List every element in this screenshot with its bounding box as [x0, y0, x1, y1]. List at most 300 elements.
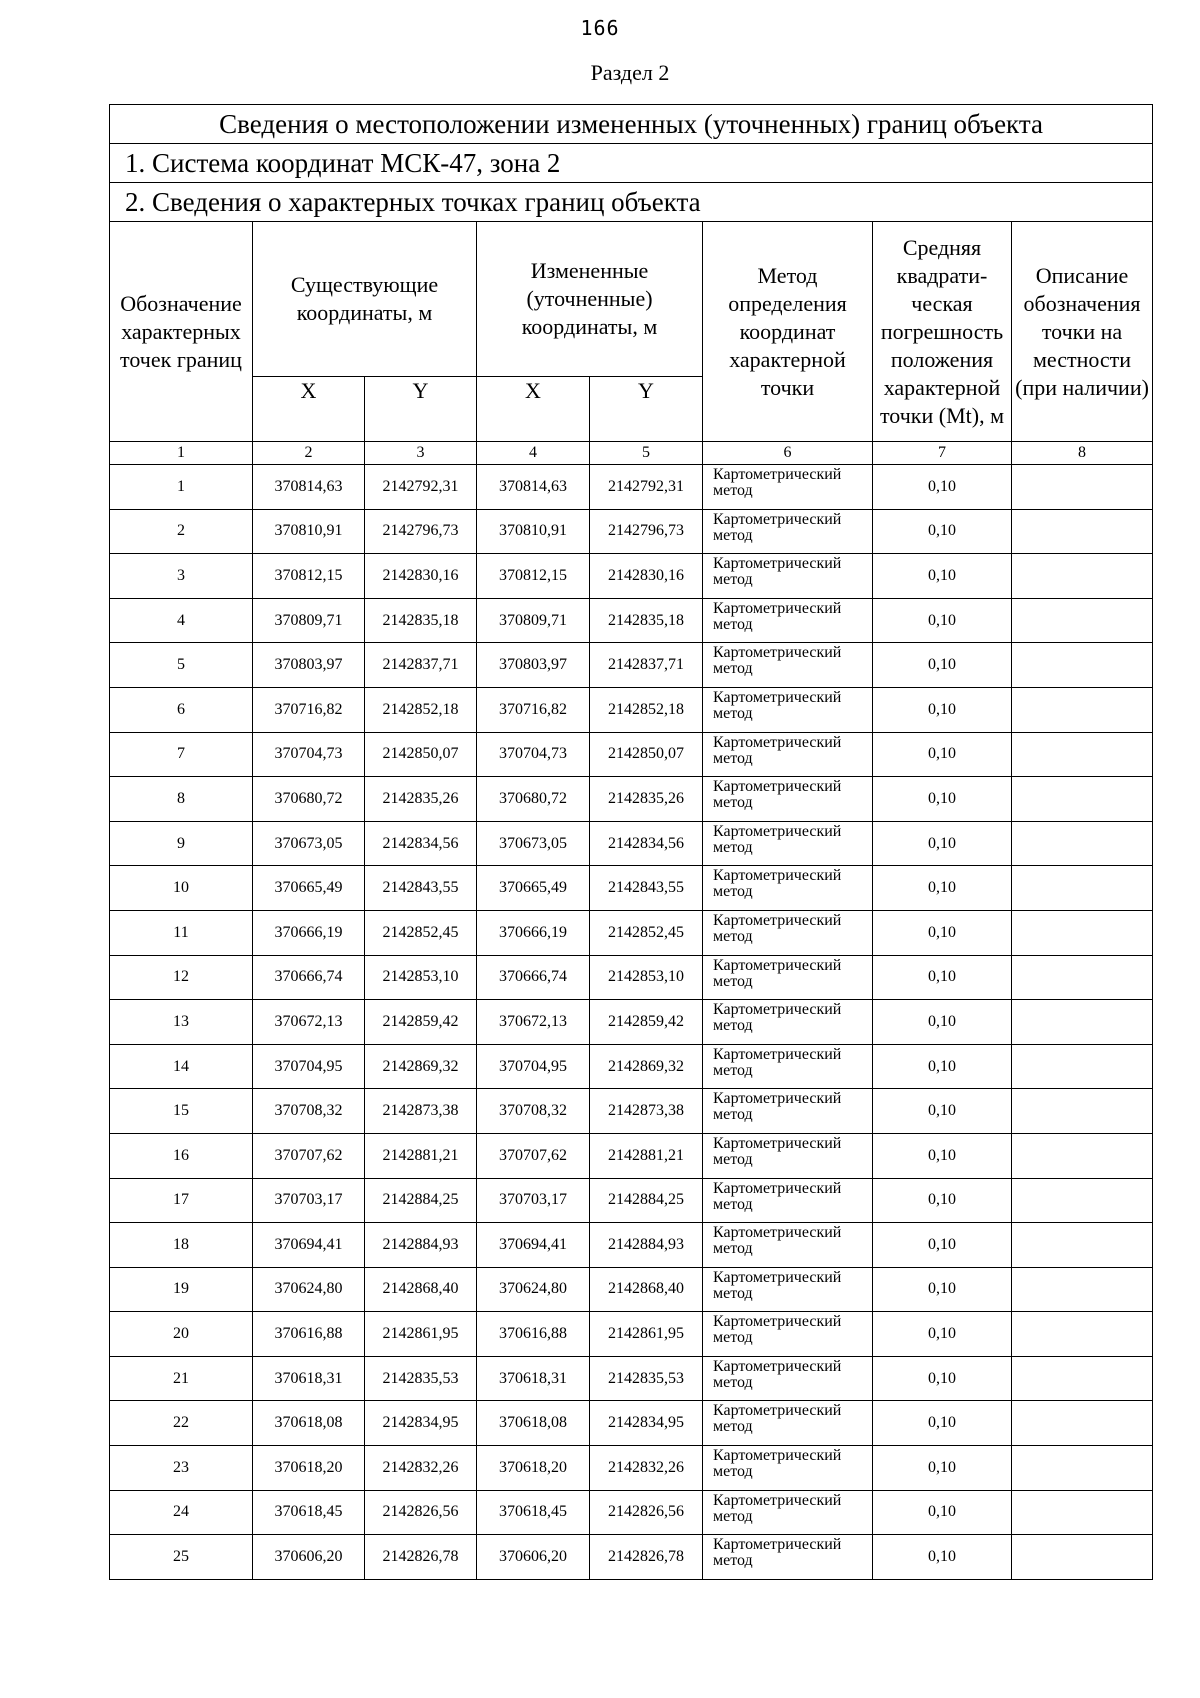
table-row — [110, 821, 1153, 866]
column-number: 8 — [1012, 442, 1153, 465]
point-description — [1012, 1133, 1153, 1178]
error-mt: 0,10 — [873, 687, 1012, 732]
existing-x: 370812,15 — [253, 554, 365, 599]
changed-y: 2142832,26 — [590, 1446, 703, 1491]
existing-x: 370803,97 — [253, 643, 365, 688]
method — [703, 1446, 873, 1491]
method-line-1: Картометрический — [713, 1536, 842, 1554]
point-number: 3 — [110, 554, 253, 599]
header-existing-coords: Существующие координаты, м — [253, 222, 477, 377]
header-designation: Обозначение характерных точек границ — [110, 222, 253, 442]
existing-y: 2142835,53 — [365, 1356, 477, 1401]
changed-x: 370703,17 — [477, 1178, 590, 1223]
table-row — [110, 1133, 1153, 1178]
existing-y: 2142843,55 — [365, 866, 477, 911]
point-description — [1012, 777, 1153, 822]
point-description — [1012, 1044, 1153, 1089]
changed-x: 370704,95 — [477, 1044, 590, 1089]
boundary-points-table — [109, 104, 1153, 1580]
existing-y: 2142852,45 — [365, 910, 477, 955]
method — [703, 955, 873, 1000]
error-mt: 0,10 — [873, 821, 1012, 866]
existing-y: 2142834,56 — [365, 821, 477, 866]
coordinate-system: 1. Система координат МСК-47, зона 2 — [110, 144, 1153, 183]
error-mt: 0,10 — [873, 1267, 1012, 1312]
error-mt: 0,10 — [873, 465, 1012, 510]
error-mt: 0,10 — [873, 1312, 1012, 1357]
method-line-1: Картометрический — [713, 1179, 842, 1197]
changed-x: 370673,05 — [477, 821, 590, 866]
method-line-1: Картометрический — [713, 1090, 842, 1108]
method — [703, 643, 873, 688]
method — [703, 732, 873, 777]
error-mt: 0,10 — [873, 1490, 1012, 1535]
changed-y: 2142852,45 — [590, 910, 703, 955]
method-line-2: метод — [713, 1373, 753, 1391]
method-line-1: Картометрический — [713, 822, 842, 840]
point-number: 22 — [110, 1401, 253, 1446]
point-number: 7 — [110, 732, 253, 777]
method — [703, 1133, 873, 1178]
column-number: 4 — [477, 442, 590, 465]
point-description — [1012, 465, 1153, 510]
changed-x: 370616,88 — [477, 1312, 590, 1357]
changed-x: 370665,49 — [477, 866, 590, 911]
existing-y: 2142835,18 — [365, 598, 477, 643]
point-description — [1012, 1356, 1153, 1401]
method-line-2: метод — [713, 704, 753, 722]
points-section-title: 2. Сведения о характерных точках границ объекта — [110, 183, 1153, 222]
error-mt: 0,10 — [873, 509, 1012, 554]
point-number: 12 — [110, 955, 253, 1000]
existing-y: 2142852,18 — [365, 687, 477, 732]
method-line-1: Картометрический — [713, 1313, 842, 1331]
header-changed-y: Y — [590, 377, 703, 442]
changed-y: 2142868,40 — [590, 1267, 703, 1312]
method-line-2: метод — [713, 482, 753, 499]
point-number: 23 — [110, 1446, 253, 1491]
existing-y: 2142861,95 — [365, 1312, 477, 1357]
changed-y: 2142835,26 — [590, 777, 703, 822]
point-description — [1012, 1401, 1153, 1446]
method — [703, 598, 873, 643]
method-line-1: Картометрический — [713, 644, 842, 662]
changed-y: 2142869,32 — [590, 1044, 703, 1089]
existing-y: 2142826,78 — [365, 1535, 477, 1580]
error-mt: 0,10 — [873, 1089, 1012, 1134]
method-line-1: Картометрический — [713, 555, 842, 573]
method — [703, 1223, 873, 1268]
changed-x: 370618,45 — [477, 1490, 590, 1535]
error-mt: 0,10 — [873, 910, 1012, 955]
changed-y: 2142881,21 — [590, 1133, 703, 1178]
method-line-1: Картометрический — [713, 510, 842, 528]
point-number: 8 — [110, 777, 253, 822]
changed-x: 370624,80 — [477, 1267, 590, 1312]
method-line-2: метод — [713, 1106, 753, 1124]
header-description: Описание обозначения точки на местности (при наличии) — [1012, 222, 1153, 442]
existing-x: 370694,41 — [253, 1223, 365, 1268]
method-line-1: Картометрический — [713, 1402, 842, 1420]
existing-x: 370618,08 — [253, 1401, 365, 1446]
existing-y: 2142830,16 — [365, 554, 477, 599]
point-description — [1012, 1178, 1153, 1223]
table-row — [110, 643, 1153, 688]
method — [703, 1000, 873, 1045]
method-line-2: метод — [713, 1552, 753, 1570]
point-description — [1012, 643, 1153, 688]
point-description — [1012, 509, 1153, 554]
method — [703, 1178, 873, 1223]
existing-x: 370666,19 — [253, 910, 365, 955]
method-line-2: метод — [713, 1195, 753, 1213]
existing-y: 2142868,40 — [365, 1267, 477, 1312]
changed-y: 2142792,31 — [590, 465, 703, 510]
method — [703, 777, 873, 822]
existing-y: 2142859,42 — [365, 1000, 477, 1045]
changed-x: 370680,72 — [477, 777, 590, 822]
point-description — [1012, 1000, 1153, 1045]
section-title: Раздел 2 — [590, 60, 670, 85]
existing-x: 370672,13 — [253, 1000, 365, 1045]
table-title: Сведения о местоположении измененных (уточненных) границ объекта — [110, 105, 1153, 144]
existing-x: 370673,05 — [253, 821, 365, 866]
changed-x: 370666,74 — [477, 955, 590, 1000]
error-mt: 0,10 — [873, 643, 1012, 688]
existing-y: 2142834,95 — [365, 1401, 477, 1446]
changed-y: 2142861,95 — [590, 1312, 703, 1357]
method — [703, 1356, 873, 1401]
changed-x: 370812,15 — [477, 554, 590, 599]
method — [703, 1044, 873, 1089]
table-row — [110, 1044, 1153, 1089]
point-description — [1012, 821, 1153, 866]
existing-y: 2142792,31 — [365, 465, 477, 510]
changed-y: 2142884,93 — [590, 1223, 703, 1268]
point-number: 2 — [110, 509, 253, 554]
header-error: Средняя квадрати-ческая погрешность положения характерной точки (Mt), м — [873, 222, 1012, 442]
changed-y: 2142834,95 — [590, 1401, 703, 1446]
method-line-2: метод — [713, 660, 753, 678]
table-row — [110, 1356, 1153, 1401]
existing-x: 370809,71 — [253, 598, 365, 643]
method-line-1: Картометрический — [713, 1045, 842, 1063]
method-line-2: метод — [713, 1507, 753, 1525]
existing-y: 2142884,93 — [365, 1223, 477, 1268]
method-line-1: Картометрический — [713, 688, 842, 706]
changed-y: 2142826,56 — [590, 1490, 703, 1535]
error-mt: 0,10 — [873, 1223, 1012, 1268]
existing-y: 2142853,10 — [365, 955, 477, 1000]
error-mt: 0,10 — [873, 1401, 1012, 1446]
method-line-1: Картометрический — [713, 1001, 842, 1019]
point-description — [1012, 866, 1153, 911]
method-line-2: метод — [713, 927, 753, 945]
method-line-1: Картометрический — [713, 466, 842, 483]
table-row — [110, 1089, 1153, 1134]
error-mt: 0,10 — [873, 554, 1012, 599]
changed-y: 2142830,16 — [590, 554, 703, 599]
changed-x: 370708,32 — [477, 1089, 590, 1134]
column-number: 5 — [590, 442, 703, 465]
changed-x: 370803,97 — [477, 643, 590, 688]
changed-x: 370694,41 — [477, 1223, 590, 1268]
changed-y: 2142834,56 — [590, 821, 703, 866]
error-mt: 0,10 — [873, 777, 1012, 822]
table-row — [110, 465, 1153, 510]
method-line-2: метод — [713, 1329, 753, 1347]
point-number: 14 — [110, 1044, 253, 1089]
existing-x: 370618,45 — [253, 1490, 365, 1535]
method — [703, 1401, 873, 1446]
existing-x: 370707,62 — [253, 1133, 365, 1178]
existing-x: 370680,72 — [253, 777, 365, 822]
point-description — [1012, 1446, 1153, 1491]
method-line-2: метод — [713, 1463, 753, 1481]
method-line-1: Картометрический — [713, 1224, 842, 1242]
method-line-2: метод — [713, 1240, 753, 1258]
method — [703, 687, 873, 732]
table-row — [110, 1000, 1153, 1045]
existing-x: 370606,20 — [253, 1535, 365, 1580]
method — [703, 509, 873, 554]
method-line-2: метод — [713, 1017, 753, 1035]
error-mt: 0,10 — [873, 866, 1012, 911]
existing-x: 370616,88 — [253, 1312, 365, 1357]
existing-y: 2142884,25 — [365, 1178, 477, 1223]
header-changed-x: X — [477, 377, 590, 442]
changed-x: 370707,62 — [477, 1133, 590, 1178]
changed-y: 2142884,25 — [590, 1178, 703, 1223]
point-number: 21 — [110, 1356, 253, 1401]
table-row — [110, 687, 1153, 732]
changed-y: 2142835,18 — [590, 598, 703, 643]
changed-x: 370809,71 — [477, 598, 590, 643]
point-description — [1012, 910, 1153, 955]
method — [703, 910, 873, 955]
existing-y: 2142835,26 — [365, 777, 477, 822]
changed-y: 2142852,18 — [590, 687, 703, 732]
existing-x: 370624,80 — [253, 1267, 365, 1312]
existing-y: 2142826,56 — [365, 1490, 477, 1535]
error-mt: 0,10 — [873, 1356, 1012, 1401]
table-row — [110, 1178, 1153, 1223]
changed-x: 370810,91 — [477, 509, 590, 554]
method-line-1: Картометрический — [713, 867, 842, 885]
column-number: 2 — [253, 442, 365, 465]
column-number: 6 — [703, 442, 873, 465]
method-line-1: Картометрический — [713, 1357, 842, 1375]
header-existing-x: X — [253, 377, 365, 442]
point-number: 19 — [110, 1267, 253, 1312]
existing-x: 370810,91 — [253, 509, 365, 554]
method-line-2: метод — [713, 1418, 753, 1436]
header-method: Метод определения координат характерной точки — [703, 222, 873, 442]
existing-x: 370618,20 — [253, 1446, 365, 1491]
table-row — [110, 777, 1153, 822]
method-line-2: метод — [713, 615, 753, 633]
changed-x: 370704,73 — [477, 732, 590, 777]
existing-x: 370704,73 — [253, 732, 365, 777]
method — [703, 1089, 873, 1134]
changed-y: 2142796,73 — [590, 509, 703, 554]
existing-x: 370666,74 — [253, 955, 365, 1000]
existing-y: 2142881,21 — [365, 1133, 477, 1178]
table-row — [110, 910, 1153, 955]
method — [703, 866, 873, 911]
changed-x: 370618,08 — [477, 1401, 590, 1446]
method — [703, 554, 873, 599]
column-number: 3 — [365, 442, 477, 465]
method-line-2: метод — [713, 883, 753, 901]
point-description — [1012, 955, 1153, 1000]
point-number: 25 — [110, 1535, 253, 1580]
method-line-1: Картометрический — [713, 599, 842, 617]
existing-y: 2142832,26 — [365, 1446, 477, 1491]
changed-x: 370814,63 — [477, 465, 590, 510]
table-row — [110, 866, 1153, 911]
method-line-2: метод — [713, 794, 753, 812]
changed-x: 370672,13 — [477, 1000, 590, 1045]
method-line-1: Картометрический — [713, 1134, 842, 1152]
existing-x: 370618,31 — [253, 1356, 365, 1401]
changed-y: 2142859,42 — [590, 1000, 703, 1045]
point-number: 24 — [110, 1490, 253, 1535]
existing-x: 370708,32 — [253, 1089, 365, 1134]
table-row — [110, 1490, 1153, 1535]
existing-x: 370703,17 — [253, 1178, 365, 1223]
changed-x: 370618,20 — [477, 1446, 590, 1491]
method-line-2: метод — [713, 571, 753, 589]
point-number: 4 — [110, 598, 253, 643]
point-description — [1012, 1490, 1153, 1535]
method-line-2: метод — [713, 1150, 753, 1168]
point-number: 9 — [110, 821, 253, 866]
changed-y: 2142837,71 — [590, 643, 703, 688]
error-mt: 0,10 — [873, 1446, 1012, 1491]
column-number: 7 — [873, 442, 1012, 465]
changed-y: 2142850,07 — [590, 732, 703, 777]
changed-y: 2142873,38 — [590, 1089, 703, 1134]
method — [703, 1267, 873, 1312]
existing-y: 2142873,38 — [365, 1089, 477, 1134]
table-row — [110, 955, 1153, 1000]
method-line-1: Картометрический — [713, 778, 842, 796]
column-numbers-row — [110, 442, 1153, 465]
error-mt: 0,10 — [873, 1000, 1012, 1045]
point-description — [1012, 732, 1153, 777]
existing-x: 370665,49 — [253, 866, 365, 911]
method-line-1: Картометрический — [713, 956, 842, 974]
changed-x: 370666,19 — [477, 910, 590, 955]
table-row — [110, 554, 1153, 599]
error-mt: 0,10 — [873, 1178, 1012, 1223]
table-row — [110, 509, 1153, 554]
error-mt: 0,10 — [873, 598, 1012, 643]
table-row — [110, 1267, 1153, 1312]
method — [703, 465, 873, 510]
point-number: 6 — [110, 687, 253, 732]
point-description — [1012, 1223, 1153, 1268]
table-row — [110, 1535, 1153, 1580]
method-line-1: Картометрический — [713, 911, 842, 929]
point-description — [1012, 554, 1153, 599]
error-mt: 0,10 — [873, 955, 1012, 1000]
point-number: 10 — [110, 866, 253, 911]
existing-y: 2142850,07 — [365, 732, 477, 777]
existing-x: 370814,63 — [253, 465, 365, 510]
point-number: 1 — [110, 465, 253, 510]
method — [703, 1535, 873, 1580]
method-line-1: Картометрический — [713, 1268, 842, 1286]
point-description — [1012, 598, 1153, 643]
point-number: 15 — [110, 1089, 253, 1134]
method — [703, 1312, 873, 1357]
method-line-1: Картометрический — [713, 733, 842, 751]
method — [703, 1490, 873, 1535]
point-number: 17 — [110, 1178, 253, 1223]
point-description — [1012, 1312, 1153, 1357]
error-mt: 0,10 — [873, 1535, 1012, 1580]
page-number: 166 — [580, 16, 620, 40]
column-number: 1 — [110, 442, 253, 465]
error-mt: 0,10 — [873, 732, 1012, 777]
method-line-2: метод — [713, 1061, 753, 1079]
method-line-2: метод — [713, 838, 753, 856]
point-description — [1012, 1267, 1153, 1312]
changed-y: 2142826,78 — [590, 1535, 703, 1580]
point-number: 11 — [110, 910, 253, 955]
method-line-1: Картометрический — [713, 1447, 842, 1465]
point-number: 5 — [110, 643, 253, 688]
point-number: 18 — [110, 1223, 253, 1268]
table-row — [110, 1312, 1153, 1357]
method — [703, 821, 873, 866]
header-changed-coords: Измененные (уточненные) координаты, м — [477, 222, 703, 377]
point-number: 16 — [110, 1133, 253, 1178]
changed-y: 2142835,53 — [590, 1356, 703, 1401]
header-existing-y: Y — [365, 377, 477, 442]
point-number: 20 — [110, 1312, 253, 1357]
point-description — [1012, 1535, 1153, 1580]
changed-x: 370606,20 — [477, 1535, 590, 1580]
method-line-2: метод — [713, 749, 753, 767]
table-row — [110, 1223, 1153, 1268]
changed-x: 370716,82 — [477, 687, 590, 732]
table-row — [110, 1446, 1153, 1491]
changed-y: 2142843,55 — [590, 866, 703, 911]
method-line-2: метод — [713, 526, 753, 544]
method-line-2: метод — [713, 1284, 753, 1302]
table-row — [110, 1401, 1153, 1446]
error-mt: 0,10 — [873, 1044, 1012, 1089]
error-mt: 0,10 — [873, 1133, 1012, 1178]
changed-y: 2142853,10 — [590, 955, 703, 1000]
table-row — [110, 732, 1153, 777]
point-description — [1012, 1089, 1153, 1134]
point-number: 13 — [110, 1000, 253, 1045]
existing-x: 370716,82 — [253, 687, 365, 732]
changed-x: 370618,31 — [477, 1356, 590, 1401]
existing-y: 2142837,71 — [365, 643, 477, 688]
existing-x: 370704,95 — [253, 1044, 365, 1089]
table-row — [110, 598, 1153, 643]
method-line-1: Картометрический — [713, 1491, 842, 1509]
point-description — [1012, 687, 1153, 732]
existing-y: 2142796,73 — [365, 509, 477, 554]
existing-y: 2142869,32 — [365, 1044, 477, 1089]
method-line-2: метод — [713, 972, 753, 990]
